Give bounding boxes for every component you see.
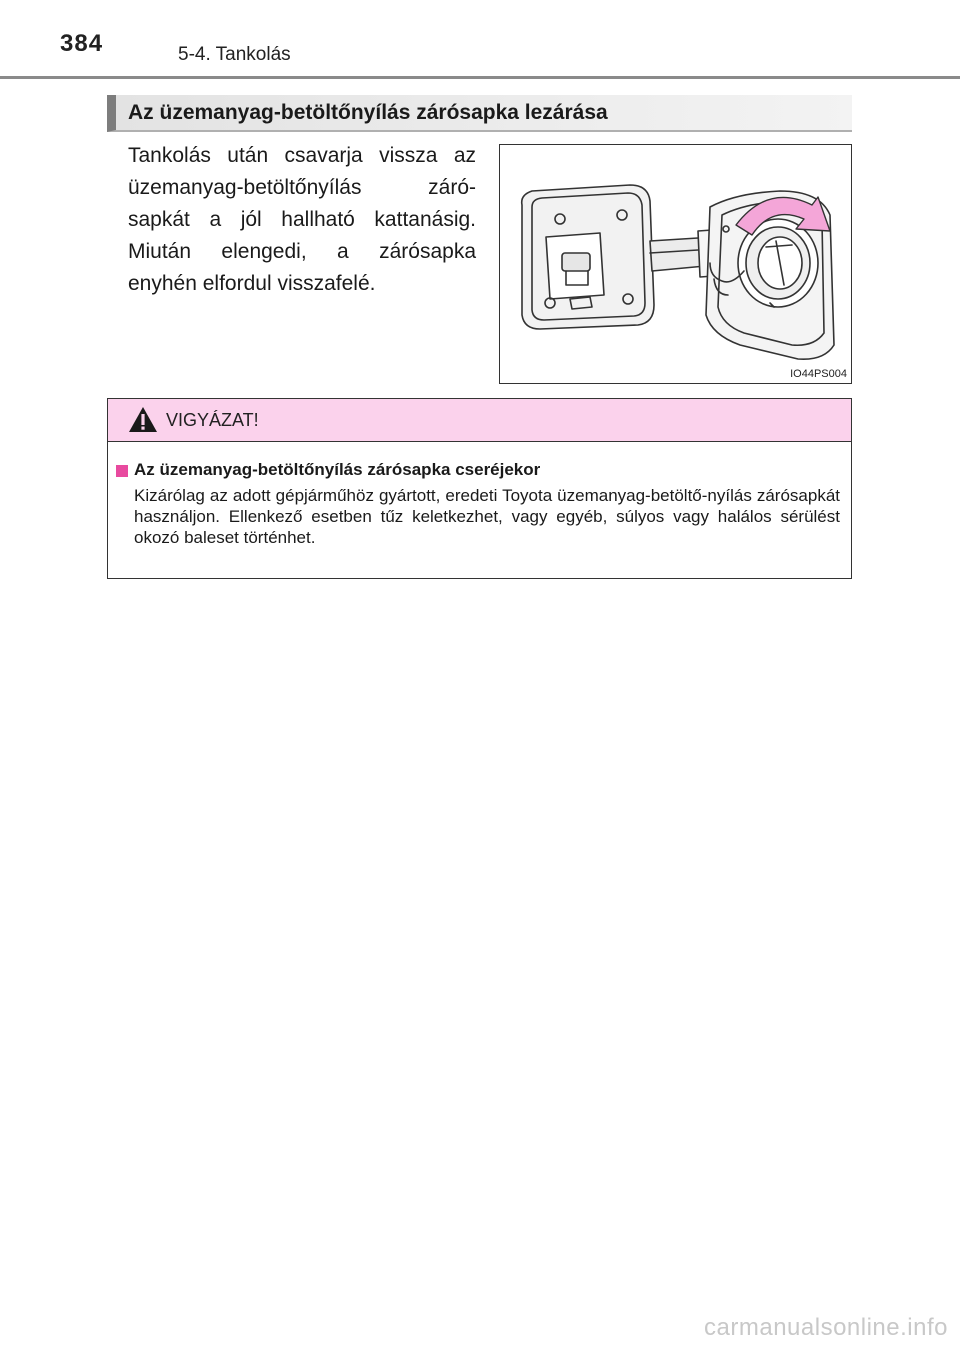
section-heading <box>107 95 852 132</box>
body-paragraph: Tankolás után csavarja vissza az üzemanyag-betöltőnyílás záró-sapkát a jól hallható kattanásig. Miután elengedi, a zárósapka enyhén elfordul visszafelé. <box>128 144 476 295</box>
warning-title: VIGYÁZAT! <box>166 410 259 430</box>
chapter-title: 5-4. Tankolás <box>178 44 291 65</box>
watermark: carmanualsonline.info <box>704 1314 948 1341</box>
page-number: 384 <box>60 30 104 57</box>
bullet-square-icon <box>116 465 128 477</box>
warning-subheading: Az üzemanyag-betöltőnyílás zárósapka cseréjekor <box>134 460 541 479</box>
warning-triangle-icon <box>128 406 158 434</box>
warning-box <box>107 398 852 579</box>
warning-header <box>108 399 851 442</box>
fuel-cap-drawing <box>500 145 850 382</box>
fuel-cap-illustration <box>499 144 852 384</box>
header-divider <box>0 76 960 79</box>
warning-text: Kizárólag az adott gépjárműhöz gyártott, eredeti Toyota üzemanyag-betöltő-nyílás zárósapkát használjon. Ellenkező esetben tűz keletkezhet, vagy egyéb, súlyos vagy halálos sérülést okozó baleset történhet. <box>134 486 840 547</box>
figure-code: IO44PS004 <box>790 368 847 380</box>
section-heading-text: Az üzemanyag-betöltőnyílás zárósapka lezárása <box>128 101 608 124</box>
